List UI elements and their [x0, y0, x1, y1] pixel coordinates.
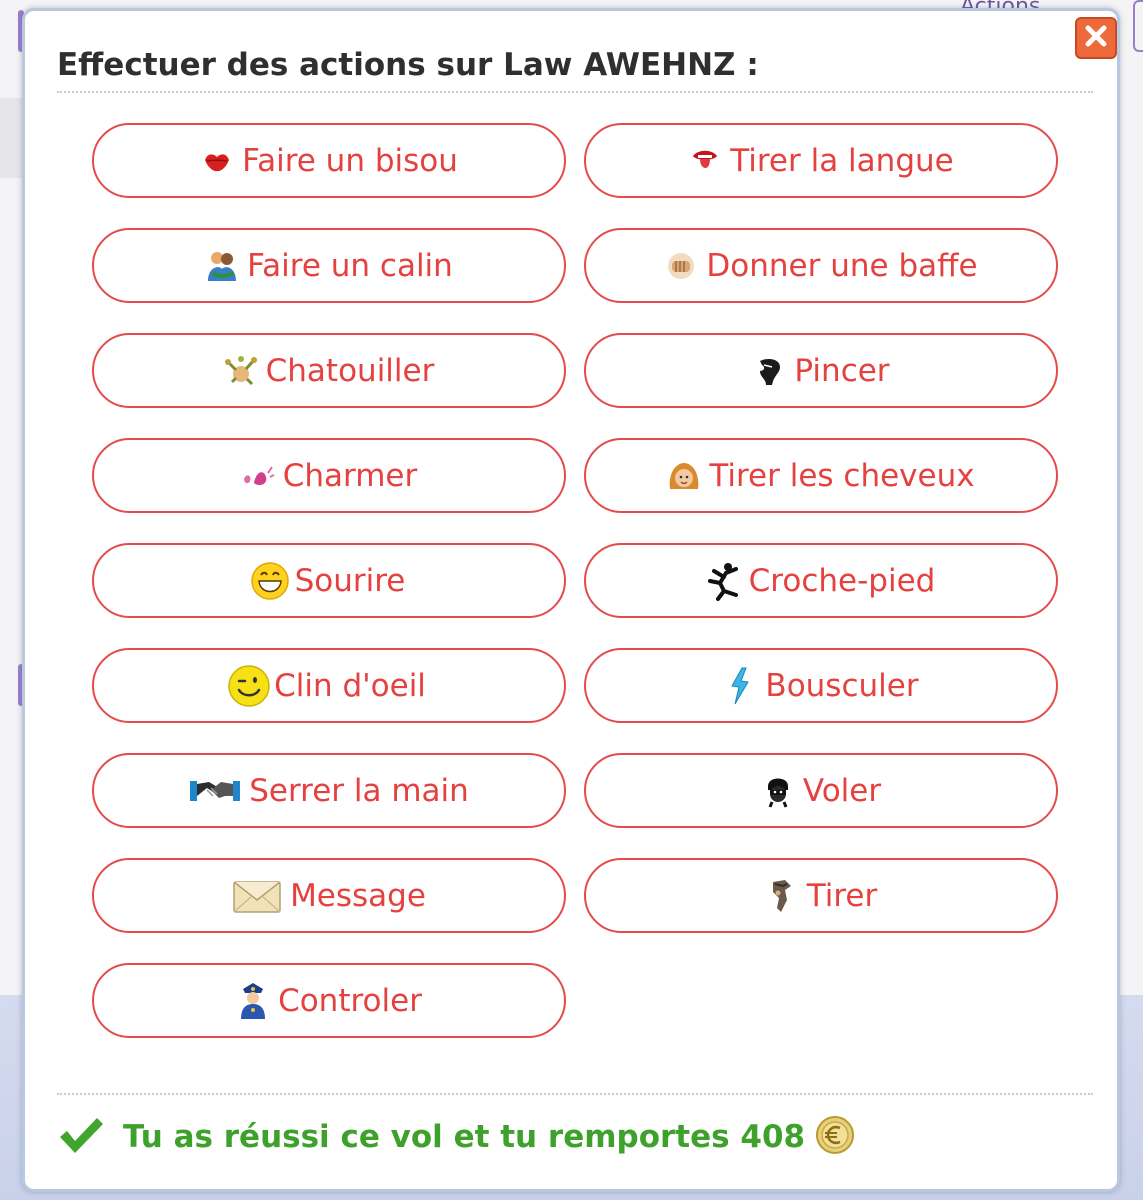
hug-icon — [205, 249, 239, 283]
title-divider — [57, 91, 1093, 93]
action-button-tirer-les-cheveux[interactable] — [584, 438, 1058, 513]
lightning-bolt-icon — [723, 669, 757, 703]
action-label: Serrer la main — [249, 772, 469, 809]
hair-pull-icon — [667, 459, 701, 493]
result-message — [57, 1115, 855, 1159]
winking-smiley-icon — [232, 669, 266, 703]
checkmark-icon — [57, 1115, 105, 1159]
close-x-icon — [1083, 23, 1109, 53]
tripping-figure-icon — [707, 564, 741, 598]
action-label: Sourire — [294, 562, 406, 599]
action-button-serrer-la-main[interactable] — [92, 753, 566, 828]
action-button-faire-un-bisou[interactable] — [92, 123, 566, 198]
action-button-controler[interactable] — [92, 963, 566, 1038]
result-text: Tu as réussi ce vol et tu remportes 408 — [123, 1119, 806, 1155]
action-button-sourire[interactable] — [92, 543, 566, 618]
action-label: Charmer — [282, 457, 418, 494]
actions-modal — [22, 8, 1120, 1192]
police-officer-icon — [236, 984, 270, 1018]
action-label: Message — [290, 877, 426, 914]
close-button[interactable] — [1075, 17, 1117, 59]
lips-kiss-icon — [200, 144, 234, 178]
action-button-charmer[interactable] — [92, 438, 566, 513]
thief-icon — [761, 774, 795, 808]
feather-tickle-icon — [224, 354, 258, 388]
action-label: Controler — [278, 982, 422, 1019]
action-label: Chatouiller — [265, 352, 435, 389]
action-label: Faire un calin — [247, 247, 453, 284]
action-label: Faire un bisou — [242, 142, 458, 179]
modal-title: Effectuer des actions sur Law AWEHNZ : — [57, 47, 759, 83]
fist-slap-icon — [664, 249, 698, 283]
action-label: Tirer — [806, 877, 878, 914]
action-label: Tirer les cheveux — [709, 457, 975, 494]
actions-grid — [92, 123, 1058, 1038]
action-button-croche-pied[interactable] — [584, 543, 1058, 618]
action-label: Donner une baffe — [706, 247, 978, 284]
charm-sparkle-icon — [241, 459, 275, 493]
action-label: Tirer la langue — [730, 142, 954, 179]
action-label: Voler — [802, 772, 882, 809]
action-button-voler[interactable] — [584, 753, 1058, 828]
action-button-faire-un-calin[interactable] — [92, 228, 566, 303]
action-button-tirer-la-langue[interactable] — [584, 123, 1058, 198]
action-label: Pincer — [794, 352, 890, 389]
action-button-pincer[interactable] — [584, 333, 1058, 408]
shooting-hand-icon — [765, 879, 799, 913]
grinning-smiley-icon — [253, 564, 287, 598]
background-sidebar-strip — [0, 98, 22, 178]
action-button-bousculer[interactable] — [584, 648, 1058, 723]
euro-coin-icon — [815, 1115, 855, 1159]
action-label: Clin d'oeil — [274, 667, 426, 704]
action-button-donner-une-baffe[interactable] — [584, 228, 1058, 303]
action-button-clin-d-oeil[interactable] — [92, 648, 566, 723]
envelope-icon — [232, 879, 282, 913]
action-button-message[interactable] — [92, 858, 566, 933]
pinch-hand-icon — [752, 354, 786, 388]
action-label: Bousculer — [765, 667, 919, 704]
action-label: Croche-pied — [748, 562, 936, 599]
tongue-out-icon — [688, 144, 722, 178]
background-right-tab — [1133, 0, 1143, 52]
result-divider — [57, 1093, 1093, 1095]
action-button-tirer[interactable] — [584, 858, 1058, 933]
action-button-chatouiller[interactable] — [92, 333, 566, 408]
handshake-icon — [189, 774, 241, 808]
